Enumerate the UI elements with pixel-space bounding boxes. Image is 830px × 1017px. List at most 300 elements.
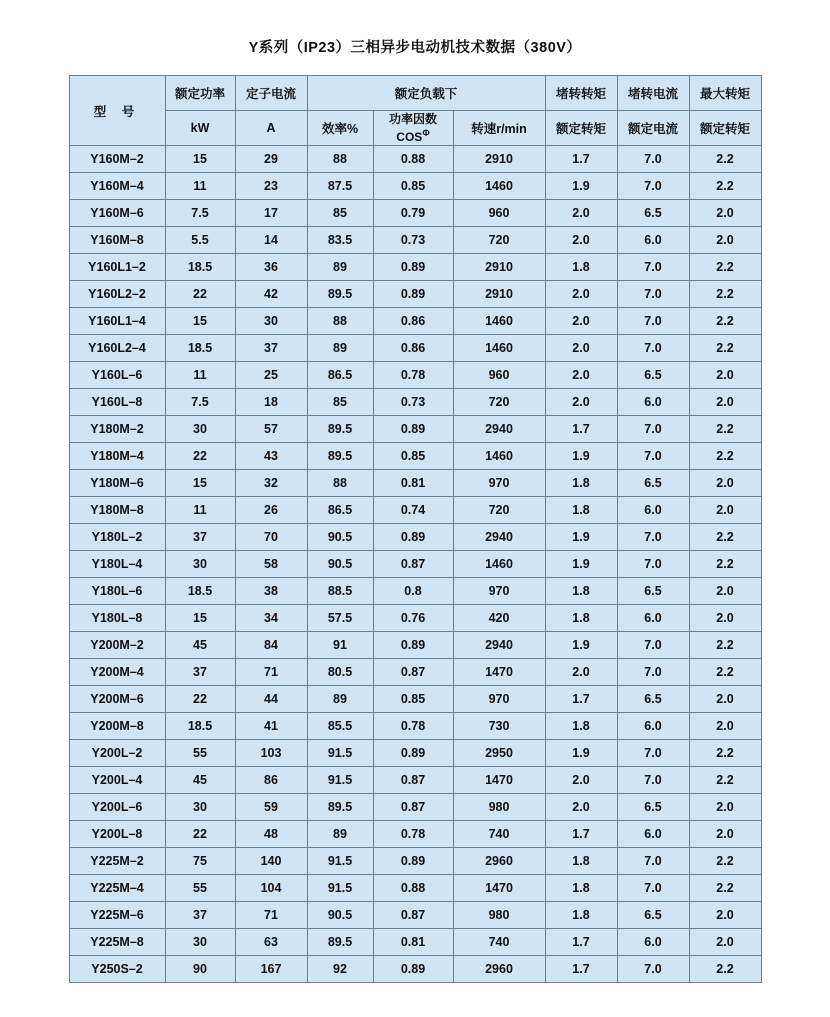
cell-rated-power: 22	[165, 443, 235, 470]
cell-stator-current: 38	[235, 578, 307, 605]
cell-efficiency: 91.5	[307, 875, 373, 902]
cell-locked-current: 7.0	[617, 740, 689, 767]
cell-max-torque: 2.0	[689, 605, 761, 632]
cell-locked-current: 6.0	[617, 227, 689, 254]
cell-model: Y180L–6	[69, 578, 165, 605]
table-row	[69, 443, 761, 470]
cell-stator-current: 84	[235, 632, 307, 659]
cell-rated-power: 90	[165, 956, 235, 983]
cell-max-torque: 2.2	[689, 416, 761, 443]
cell-model: Y200M–4	[69, 659, 165, 686]
cell-model: Y160M–2	[69, 146, 165, 173]
cell-efficiency: 91.5	[307, 767, 373, 794]
cell-rated-power: 18.5	[165, 335, 235, 362]
cell-power-factor: 0.88	[373, 875, 453, 902]
table-row	[69, 578, 761, 605]
cell-efficiency: 90.5	[307, 902, 373, 929]
cell-rated-power: 15	[165, 470, 235, 497]
table-row	[69, 902, 761, 929]
cell-max-torque: 2.2	[689, 767, 761, 794]
table-row	[69, 659, 761, 686]
cell-rated-power: 55	[165, 875, 235, 902]
cell-locked-current: 7.0	[617, 443, 689, 470]
cell-efficiency: 88	[307, 470, 373, 497]
cell-speed: 2940	[453, 416, 545, 443]
cell-stator-current: 70	[235, 524, 307, 551]
cell-rated-power: 37	[165, 659, 235, 686]
cell-efficiency: 89.5	[307, 416, 373, 443]
cell-locked-current: 7.0	[617, 173, 689, 200]
cell-efficiency: 85.5	[307, 713, 373, 740]
cell-efficiency: 89	[307, 821, 373, 848]
header-power-factor-label: 功率因数	[388, 112, 437, 126]
header-speed: 转速r/min	[453, 111, 545, 146]
cell-speed: 1460	[453, 551, 545, 578]
cell-locked-torque: 1.7	[545, 146, 617, 173]
cell-locked-current: 6.0	[617, 497, 689, 524]
cell-locked-torque: 1.9	[545, 443, 617, 470]
cell-max-torque: 2.0	[689, 470, 761, 497]
cell-locked-torque: 1.7	[545, 686, 617, 713]
cell-rated-power: 30	[165, 929, 235, 956]
cell-speed: 1460	[453, 335, 545, 362]
cell-stator-current: 59	[235, 794, 307, 821]
cell-locked-current: 7.0	[617, 767, 689, 794]
cell-locked-current: 6.5	[617, 686, 689, 713]
cell-efficiency: 91.5	[307, 848, 373, 875]
cell-max-torque: 2.0	[689, 227, 761, 254]
cell-locked-current: 7.0	[617, 848, 689, 875]
cell-locked-current: 7.0	[617, 281, 689, 308]
cell-max-torque: 2.0	[689, 389, 761, 416]
table-row	[69, 335, 761, 362]
cell-efficiency: 86.5	[307, 497, 373, 524]
cell-model: Y225M–6	[69, 902, 165, 929]
header-max-torque-sub: 额定转矩	[689, 111, 761, 146]
cell-locked-current: 7.0	[617, 659, 689, 686]
table-row	[69, 173, 761, 200]
header-stator-current: 定子电流	[235, 76, 307, 111]
cell-model: Y160L1–4	[69, 308, 165, 335]
cell-speed: 740	[453, 821, 545, 848]
cell-stator-current: 32	[235, 470, 307, 497]
cell-locked-torque: 2.0	[545, 362, 617, 389]
header-row-top	[69, 76, 761, 111]
cell-locked-torque: 1.9	[545, 173, 617, 200]
header-stator-current-unit: A	[235, 111, 307, 146]
cell-efficiency: 91.5	[307, 740, 373, 767]
cell-stator-current: 104	[235, 875, 307, 902]
cell-locked-torque: 1.8	[545, 497, 617, 524]
cell-model: Y180L–4	[69, 551, 165, 578]
cell-model: Y200M–6	[69, 686, 165, 713]
cell-model: Y180L–8	[69, 605, 165, 632]
cell-max-torque: 2.2	[689, 551, 761, 578]
cell-rated-power: 30	[165, 794, 235, 821]
cell-rated-power: 11	[165, 362, 235, 389]
cell-rated-power: 7.5	[165, 389, 235, 416]
cell-speed: 2960	[453, 956, 545, 983]
header-locked-torque: 堵转转矩	[545, 76, 617, 111]
table-row	[69, 848, 761, 875]
cell-rated-power: 30	[165, 416, 235, 443]
cell-efficiency: 89.5	[307, 281, 373, 308]
cell-speed: 960	[453, 362, 545, 389]
cell-efficiency: 57.5	[307, 605, 373, 632]
cell-power-factor: 0.89	[373, 632, 453, 659]
cell-power-factor: 0.8	[373, 578, 453, 605]
cell-stator-current: 86	[235, 767, 307, 794]
cell-max-torque: 2.0	[689, 821, 761, 848]
cell-locked-current: 6.0	[617, 605, 689, 632]
cell-rated-power: 15	[165, 605, 235, 632]
cell-power-factor: 0.89	[373, 848, 453, 875]
table-body	[69, 146, 761, 983]
cell-max-torque: 2.2	[689, 740, 761, 767]
cell-locked-current: 7.0	[617, 632, 689, 659]
cell-locked-current: 6.0	[617, 821, 689, 848]
cell-power-factor: 0.86	[373, 335, 453, 362]
cell-locked-torque: 2.0	[545, 794, 617, 821]
table-row	[69, 200, 761, 227]
cell-power-factor: 0.79	[373, 200, 453, 227]
cell-locked-current: 7.0	[617, 146, 689, 173]
cell-max-torque: 2.0	[689, 929, 761, 956]
cell-speed: 2910	[453, 254, 545, 281]
cell-locked-torque: 2.0	[545, 335, 617, 362]
table-row	[69, 956, 761, 983]
cell-locked-torque: 2.0	[545, 227, 617, 254]
cell-efficiency: 90.5	[307, 524, 373, 551]
cell-stator-current: 140	[235, 848, 307, 875]
cell-speed: 970	[453, 578, 545, 605]
cell-power-factor: 0.89	[373, 524, 453, 551]
cell-locked-torque: 1.8	[545, 254, 617, 281]
cell-efficiency: 88.5	[307, 578, 373, 605]
cell-speed: 720	[453, 497, 545, 524]
cell-locked-current: 7.0	[617, 875, 689, 902]
cell-model: Y160M–8	[69, 227, 165, 254]
cell-stator-current: 58	[235, 551, 307, 578]
cell-power-factor: 0.86	[373, 308, 453, 335]
cell-efficiency: 91	[307, 632, 373, 659]
cell-model: Y180L–2	[69, 524, 165, 551]
cell-stator-current: 41	[235, 713, 307, 740]
cell-locked-current: 6.5	[617, 470, 689, 497]
cell-locked-current: 6.5	[617, 794, 689, 821]
cell-rated-power: 15	[165, 146, 235, 173]
cell-stator-current: 63	[235, 929, 307, 956]
table-row	[69, 227, 761, 254]
table-row	[69, 605, 761, 632]
cell-max-torque: 2.0	[689, 902, 761, 929]
table-row	[69, 767, 761, 794]
cell-locked-current: 6.0	[617, 389, 689, 416]
cell-efficiency: 88	[307, 146, 373, 173]
cell-power-factor: 0.87	[373, 551, 453, 578]
header-efficiency: 效率%	[307, 111, 373, 146]
cell-stator-current: 30	[235, 308, 307, 335]
table-row	[69, 686, 761, 713]
cell-rated-power: 22	[165, 821, 235, 848]
cell-rated-power: 18.5	[165, 578, 235, 605]
cell-stator-current: 26	[235, 497, 307, 524]
cell-speed: 2910	[453, 146, 545, 173]
cell-rated-power: 37	[165, 524, 235, 551]
cell-max-torque: 2.0	[689, 362, 761, 389]
cell-efficiency: 89	[307, 254, 373, 281]
table-row	[69, 470, 761, 497]
cell-model: Y180M–2	[69, 416, 165, 443]
cell-power-factor: 0.89	[373, 740, 453, 767]
cell-rated-power: 5.5	[165, 227, 235, 254]
cell-power-factor: 0.76	[373, 605, 453, 632]
cell-speed: 970	[453, 470, 545, 497]
cell-stator-current: 17	[235, 200, 307, 227]
cell-stator-current: 25	[235, 362, 307, 389]
cell-stator-current: 36	[235, 254, 307, 281]
cell-locked-current: 6.5	[617, 578, 689, 605]
cell-rated-power: 45	[165, 632, 235, 659]
cell-max-torque: 2.2	[689, 281, 761, 308]
cell-max-torque: 2.2	[689, 632, 761, 659]
cell-power-factor: 0.78	[373, 821, 453, 848]
cell-stator-current: 103	[235, 740, 307, 767]
cell-model: Y160M–6	[69, 200, 165, 227]
cell-efficiency: 89.5	[307, 929, 373, 956]
cell-rated-power: 55	[165, 740, 235, 767]
header-power-factor-symbol: $COS^\Phi$	[396, 128, 430, 145]
phi-symbol: Φ	[422, 128, 430, 139]
cell-power-factor: 0.81	[373, 470, 453, 497]
cell-model: Y160M–4	[69, 173, 165, 200]
cell-speed: 960	[453, 200, 545, 227]
cell-efficiency: 89	[307, 686, 373, 713]
table-row	[69, 416, 761, 443]
cell-max-torque: 2.2	[689, 335, 761, 362]
table-row	[69, 740, 761, 767]
document-page	[0, 36, 830, 1017]
cell-stator-current: 71	[235, 659, 307, 686]
cell-power-factor: 0.85	[373, 686, 453, 713]
cell-max-torque: 2.2	[689, 146, 761, 173]
cell-speed: 1460	[453, 173, 545, 200]
table-row	[69, 794, 761, 821]
table-row	[69, 281, 761, 308]
cell-max-torque: 2.0	[689, 200, 761, 227]
cell-locked-current: 7.0	[617, 254, 689, 281]
cell-rated-power: 22	[165, 686, 235, 713]
cell-locked-torque: 1.8	[545, 578, 617, 605]
table-row	[69, 254, 761, 281]
cell-locked-torque: 1.9	[545, 551, 617, 578]
header-locked-current: 堵转电流	[617, 76, 689, 111]
header-model: 型 号	[69, 76, 165, 146]
cell-model: Y160L–8	[69, 389, 165, 416]
cell-power-factor: 0.73	[373, 227, 453, 254]
cell-model: Y160L–6	[69, 362, 165, 389]
cell-max-torque: 2.2	[689, 659, 761, 686]
table-row	[69, 524, 761, 551]
table-row	[69, 146, 761, 173]
cell-locked-current: 6.5	[617, 902, 689, 929]
cell-max-torque: 2.2	[689, 956, 761, 983]
cell-max-torque: 2.2	[689, 173, 761, 200]
cell-power-factor: 0.85	[373, 443, 453, 470]
cell-model: Y225M–8	[69, 929, 165, 956]
cell-stator-current: 71	[235, 902, 307, 929]
cell-power-factor: 0.78	[373, 713, 453, 740]
cell-efficiency: 92	[307, 956, 373, 983]
cell-max-torque: 2.0	[689, 794, 761, 821]
cell-locked-current: 7.0	[617, 956, 689, 983]
cell-locked-current: 7.0	[617, 416, 689, 443]
cell-locked-torque: 1.8	[545, 605, 617, 632]
cell-model: Y160L1–2	[69, 254, 165, 281]
cell-max-torque: 2.2	[689, 875, 761, 902]
table-row	[69, 362, 761, 389]
cell-power-factor: 0.87	[373, 794, 453, 821]
header-locked-torque-sub: 额定转矩	[545, 111, 617, 146]
cell-locked-torque: 2.0	[545, 200, 617, 227]
cell-speed: 1470	[453, 767, 545, 794]
cell-model: Y160L2–4	[69, 335, 165, 362]
cell-speed: 980	[453, 794, 545, 821]
cell-speed: 1460	[453, 308, 545, 335]
cell-model: Y180M–8	[69, 497, 165, 524]
cell-locked-torque: 1.7	[545, 821, 617, 848]
cell-speed: 1470	[453, 875, 545, 902]
header-rated-power: 额定功率	[165, 76, 235, 111]
header-max-torque: 最大转矩	[689, 76, 761, 111]
motor-spec-table	[69, 75, 762, 983]
cell-locked-torque: 2.0	[545, 389, 617, 416]
cell-stator-current: 18	[235, 389, 307, 416]
cell-locked-torque: 2.0	[545, 308, 617, 335]
cell-efficiency: 89.5	[307, 794, 373, 821]
cell-power-factor: 0.89	[373, 416, 453, 443]
cell-locked-torque: 1.7	[545, 929, 617, 956]
cell-locked-torque: 1.7	[545, 416, 617, 443]
cell-efficiency: 89.5	[307, 443, 373, 470]
cell-power-factor: 0.89	[373, 281, 453, 308]
cell-locked-torque: 1.9	[545, 740, 617, 767]
cell-locked-current: 7.0	[617, 551, 689, 578]
cell-power-factor: 0.81	[373, 929, 453, 956]
page-title: Y系列（IP23）三相异步电动机技术数据（380V）	[248, 40, 582, 56]
cell-locked-torque: 1.8	[545, 848, 617, 875]
cell-max-torque: 2.2	[689, 524, 761, 551]
cell-stator-current: 43	[235, 443, 307, 470]
cell-model: Y200M–2	[69, 632, 165, 659]
cell-stator-current: 57	[235, 416, 307, 443]
cell-power-factor: 0.87	[373, 902, 453, 929]
cell-locked-current: 7.0	[617, 335, 689, 362]
cell-locked-current: 6.0	[617, 929, 689, 956]
cell-model: Y200L–6	[69, 794, 165, 821]
cell-power-factor: 0.87	[373, 659, 453, 686]
cell-stator-current: 34	[235, 605, 307, 632]
header-power-factor	[373, 111, 453, 146]
cell-power-factor: 0.73	[373, 389, 453, 416]
table-row	[69, 308, 761, 335]
cell-locked-torque: 1.7	[545, 956, 617, 983]
table-row	[69, 821, 761, 848]
cell-stator-current: 44	[235, 686, 307, 713]
cell-stator-current: 42	[235, 281, 307, 308]
cell-speed: 980	[453, 902, 545, 929]
header-rated-load-group: 额定负载下	[307, 76, 545, 111]
cell-rated-power: 30	[165, 551, 235, 578]
cell-efficiency: 80.5	[307, 659, 373, 686]
cell-speed: 970	[453, 686, 545, 713]
cell-stator-current: 23	[235, 173, 307, 200]
cell-speed: 740	[453, 929, 545, 956]
cell-rated-power: 18.5	[165, 254, 235, 281]
cell-max-torque: 2.2	[689, 254, 761, 281]
table-header	[69, 76, 761, 146]
cell-speed: 1470	[453, 659, 545, 686]
table-row	[69, 389, 761, 416]
cell-locked-torque: 2.0	[545, 281, 617, 308]
cell-power-factor: 0.89	[373, 956, 453, 983]
cell-locked-torque: 2.0	[545, 767, 617, 794]
table-row	[69, 497, 761, 524]
cell-speed: 2910	[453, 281, 545, 308]
cell-stator-current: 48	[235, 821, 307, 848]
cell-locked-current: 6.5	[617, 200, 689, 227]
cell-stator-current: 29	[235, 146, 307, 173]
cell-rated-power: 18.5	[165, 713, 235, 740]
cell-model: Y180M–6	[69, 470, 165, 497]
cell-locked-torque: 1.9	[545, 632, 617, 659]
cell-max-torque: 2.2	[689, 443, 761, 470]
cell-efficiency: 87.5	[307, 173, 373, 200]
cell-speed: 2950	[453, 740, 545, 767]
cell-speed: 2960	[453, 848, 545, 875]
cell-efficiency: 85	[307, 200, 373, 227]
cell-stator-current: 167	[235, 956, 307, 983]
cell-model: Y200L–8	[69, 821, 165, 848]
cell-efficiency: 90.5	[307, 551, 373, 578]
cell-locked-torque: 1.9	[545, 524, 617, 551]
cell-locked-torque: 1.8	[545, 713, 617, 740]
header-locked-current-sub: 额定电流	[617, 111, 689, 146]
cell-locked-torque: 1.8	[545, 470, 617, 497]
cell-model: Y200L–2	[69, 740, 165, 767]
cell-stator-current: 37	[235, 335, 307, 362]
cell-model: Y250S–2	[69, 956, 165, 983]
cell-power-factor: 0.78	[373, 362, 453, 389]
cell-rated-power: 22	[165, 281, 235, 308]
cell-locked-torque: 2.0	[545, 659, 617, 686]
cell-locked-current: 7.0	[617, 524, 689, 551]
cell-power-factor: 0.89	[373, 254, 453, 281]
cell-efficiency: 83.5	[307, 227, 373, 254]
cell-max-torque: 2.0	[689, 578, 761, 605]
cell-rated-power: 45	[165, 767, 235, 794]
cell-efficiency: 86.5	[307, 362, 373, 389]
cell-max-torque: 2.0	[689, 686, 761, 713]
cell-efficiency: 89	[307, 335, 373, 362]
cell-speed: 2940	[453, 524, 545, 551]
cell-power-factor: 0.88	[373, 146, 453, 173]
cell-rated-power: 11	[165, 173, 235, 200]
cell-model: Y200L–4	[69, 767, 165, 794]
cell-speed: 720	[453, 227, 545, 254]
cell-rated-power: 7.5	[165, 200, 235, 227]
cell-max-torque: 2.0	[689, 713, 761, 740]
